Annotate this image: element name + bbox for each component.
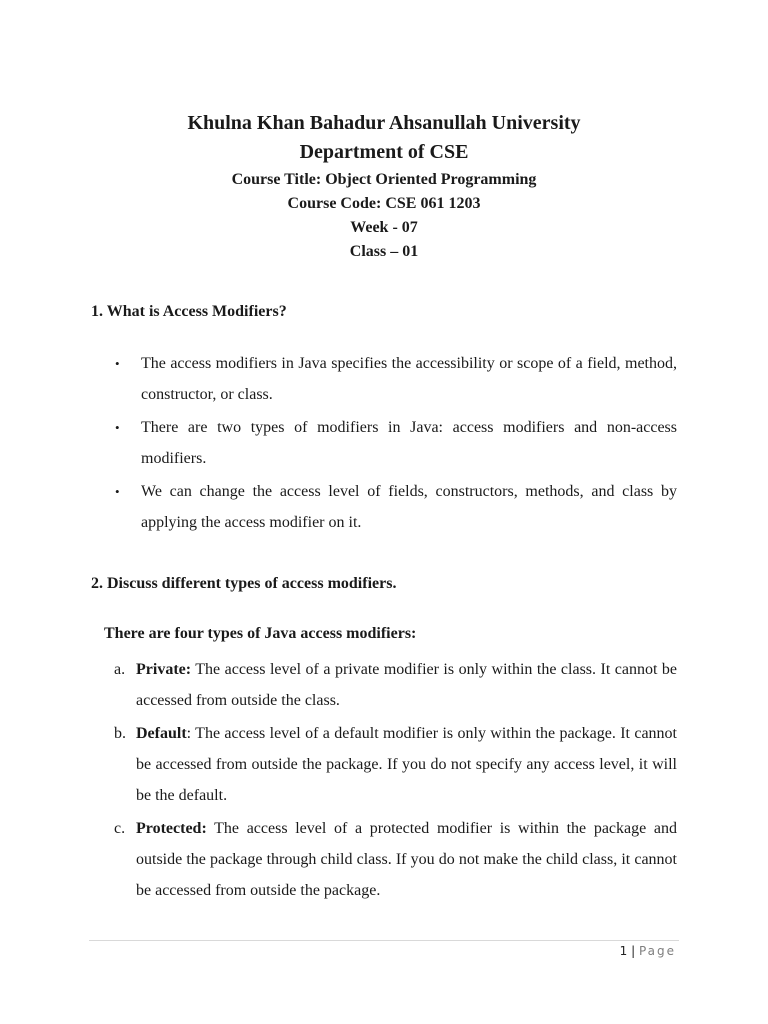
- course-code: Course Code: CSE 061 1203: [287, 195, 481, 212]
- bullet-icon: •: [115, 420, 120, 435]
- list-item: [114, 654, 677, 716]
- university-name: Khulna Khan Bahadur Ahsanullah University: [187, 112, 581, 134]
- list-item: [114, 813, 677, 906]
- list-marker: a.: [114, 661, 126, 678]
- modifier-type-list: [114, 654, 677, 908]
- list-marker: b.: [114, 725, 126, 742]
- list-item: [115, 476, 677, 538]
- page-footer: [620, 942, 676, 960]
- list-item: [115, 348, 677, 410]
- bullet-icon: •: [115, 484, 120, 499]
- list-marker: c.: [114, 820, 126, 837]
- modifier-description: The access level of a protected modifier is within the package and outside the package through child class. If you do not make the child class, it cannot be accessed from outside the package.: [136, 820, 677, 899]
- question-2-heading: 2. Discuss different types of access modifiers.: [91, 575, 397, 592]
- modifier-description: The access level of a private modifier is only within the class. It cannot be accessed from outside the class.: [136, 661, 677, 709]
- footer-divider: [89, 940, 679, 941]
- modifier-description: : The access level of a default modifier is only within the package. It cannot be accessed from outside the package. If you do not specify any access level, it will be the default.: [136, 725, 677, 804]
- question-1-heading: 1. What is Access Modifiers?: [91, 303, 287, 320]
- bullet-icon: •: [115, 356, 120, 371]
- page-separator: |: [631, 944, 636, 958]
- modifier-term: Protected:: [136, 820, 207, 837]
- question-2-intro: There are four types of Java access modifiers:: [104, 625, 417, 642]
- class-label: Class – 01: [349, 243, 419, 260]
- document-header: [0, 110, 768, 264]
- course-title: Course Title: Object Oriented Programming: [231, 171, 537, 188]
- modifier-term: Private:: [136, 661, 192, 678]
- week-label: Week - 07: [350, 219, 418, 236]
- question-1-bullet-list: [115, 348, 677, 540]
- bullet-text: The access modifiers in Java specifies the accessibility or scope of a field, method, constructor, or class.: [141, 355, 677, 403]
- list-item: [115, 412, 677, 474]
- list-item: [114, 718, 677, 811]
- modifier-term: Default: [136, 725, 187, 742]
- page-number: 1: [619, 944, 628, 958]
- department-name: Department of CSE: [299, 141, 469, 163]
- page-label: Page: [638, 944, 676, 958]
- bullet-text: We can change the access level of fields, constructors, methods, and class by applying the access modifier on it.: [141, 483, 677, 531]
- bullet-text: There are two types of modifiers in Java: access modifiers and non-access modifiers.: [141, 419, 677, 467]
